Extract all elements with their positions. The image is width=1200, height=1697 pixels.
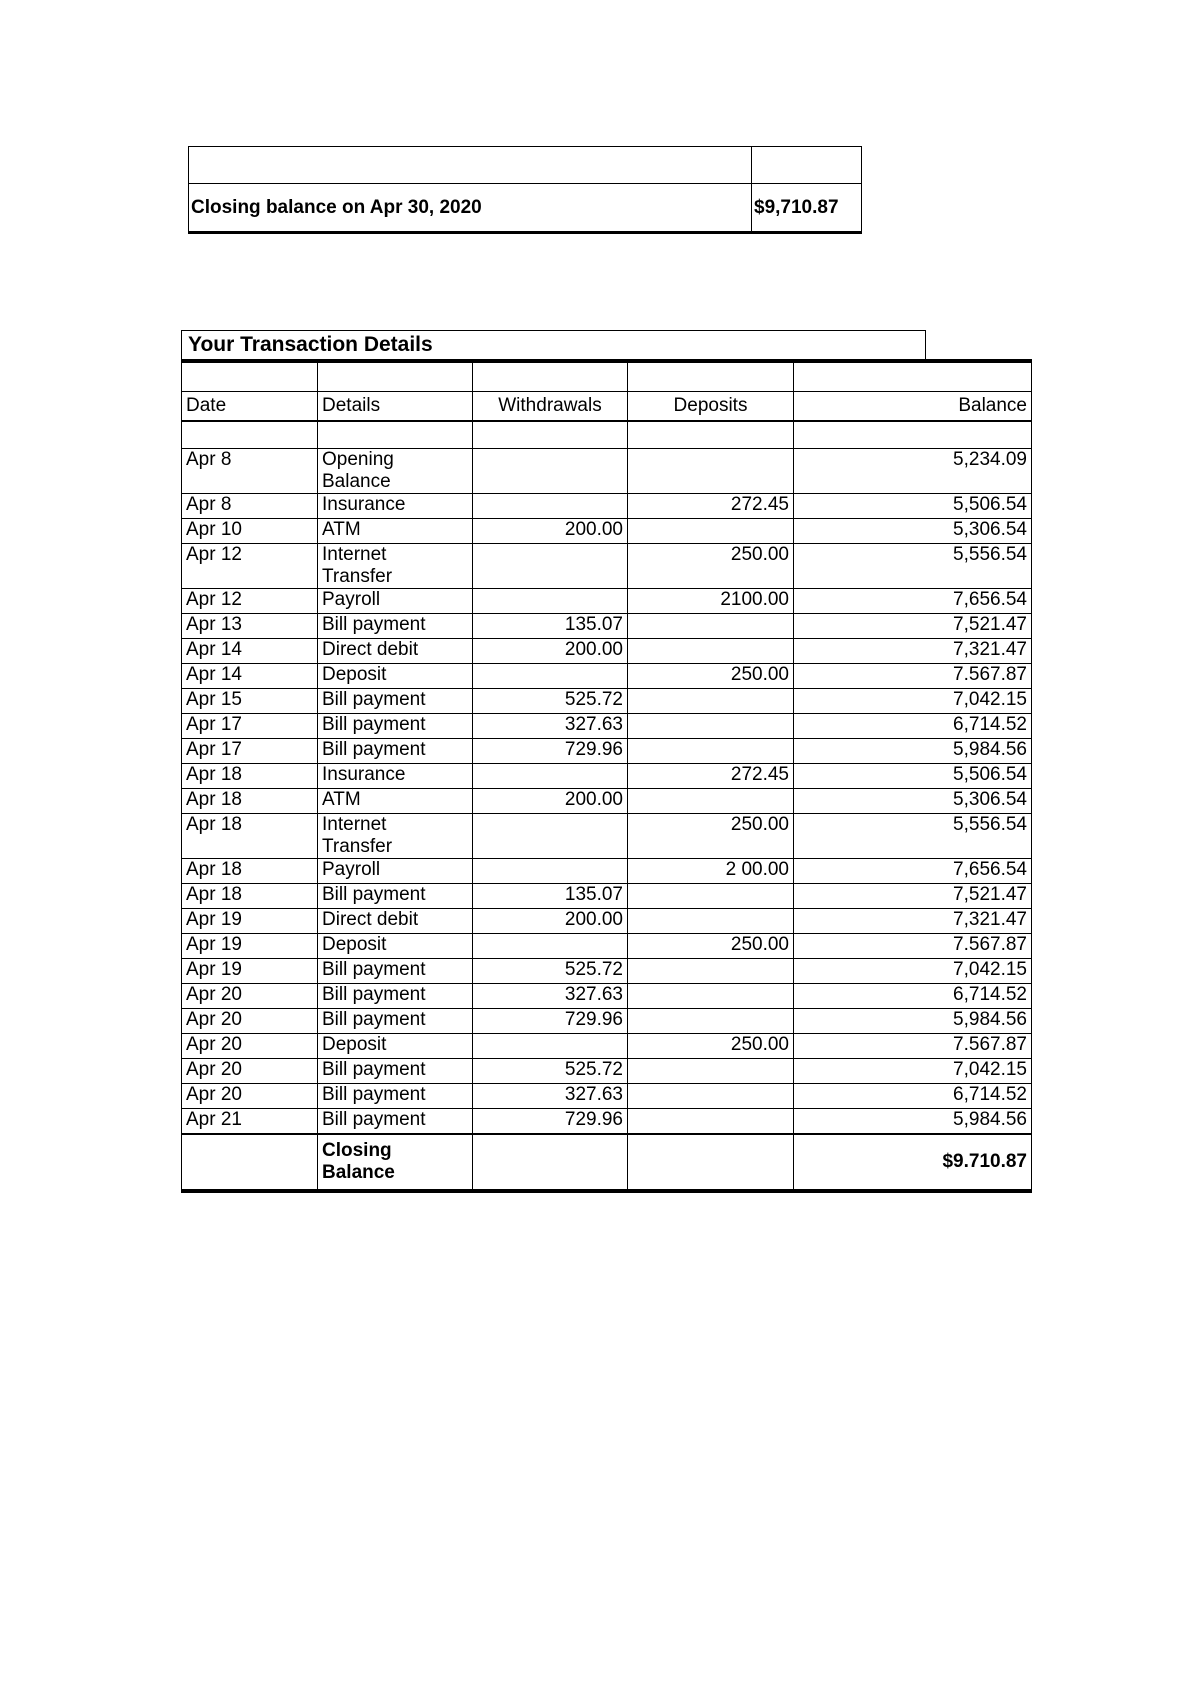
cell-withdrawal: 525.72 xyxy=(473,689,628,714)
cell-balance: 7.567.87 xyxy=(794,664,1032,689)
table-row xyxy=(182,664,1032,689)
column-header-withdrawals: Withdrawals xyxy=(473,392,628,422)
cell-balance: 7,521.47 xyxy=(794,884,1032,909)
cell-details: Direct debit xyxy=(318,639,473,664)
cell-withdrawal: 729.96 xyxy=(473,739,628,764)
table-row xyxy=(182,959,1032,984)
cell-withdrawal xyxy=(473,589,628,614)
cell-deposit: 250.00 xyxy=(628,664,794,689)
empty-cell xyxy=(182,361,318,392)
cell-details: Bill payment xyxy=(318,884,473,909)
cell-details: Internet Transfer xyxy=(318,544,473,589)
empty-cell xyxy=(473,361,628,392)
cell-balance: 6,714.52 xyxy=(794,714,1032,739)
cell-date: Apr 8 xyxy=(182,494,318,519)
cell-withdrawal xyxy=(473,934,628,959)
transaction-table xyxy=(181,359,1032,1193)
cell-date: Apr 19 xyxy=(182,959,318,984)
table-row xyxy=(182,639,1032,664)
empty-cell xyxy=(794,361,1032,392)
cell-balance: 5,306.54 xyxy=(794,789,1032,814)
cell-deposit xyxy=(628,614,794,639)
cell-deposit xyxy=(628,1059,794,1084)
cell-details: Insurance xyxy=(318,494,473,519)
cell-date: Apr 18 xyxy=(182,884,318,909)
cell-balance: 5,984.56 xyxy=(794,739,1032,764)
summary-closing-label: Closing balance on Apr 30, 2020 xyxy=(189,184,752,233)
cell-date: Apr 18 xyxy=(182,859,318,884)
transaction-table-body xyxy=(182,361,1032,1191)
column-header-balance: Balance xyxy=(794,392,1032,422)
cell-deposit xyxy=(628,959,794,984)
cell-date: Apr 8 xyxy=(182,449,318,494)
cell-balance: 5,506.54 xyxy=(794,494,1032,519)
cell-balance: 7,321.47 xyxy=(794,639,1032,664)
column-header-date: Date xyxy=(182,392,318,422)
cell-details: Bill payment xyxy=(318,984,473,1009)
cell-deposit xyxy=(628,689,794,714)
cell-date: Apr 14 xyxy=(182,639,318,664)
cell-balance: 7,042.15 xyxy=(794,1059,1032,1084)
cell-date: Apr 18 xyxy=(182,789,318,814)
cell-date: Apr 20 xyxy=(182,1034,318,1059)
cell-balance: 5,984.56 xyxy=(794,1109,1032,1135)
cell-deposit: 2 00.00 xyxy=(628,859,794,884)
cell-date: Apr 14 xyxy=(182,664,318,689)
cell-withdrawal: 135.07 xyxy=(473,884,628,909)
cell-details: ATM xyxy=(318,789,473,814)
cell-withdrawal: 200.00 xyxy=(473,639,628,664)
cell-details: Bill payment xyxy=(318,614,473,639)
cell-withdrawal xyxy=(473,449,628,494)
column-header-deposits: Deposits xyxy=(628,392,794,422)
empty-cell xyxy=(318,421,473,449)
cell-balance: 5,506.54 xyxy=(794,764,1032,789)
cell-date: Apr 20 xyxy=(182,1059,318,1084)
cell-withdrawal: 200.00 xyxy=(473,519,628,544)
empty-cell xyxy=(318,361,473,392)
cell-date: Apr 21 xyxy=(182,1109,318,1135)
table-row xyxy=(182,1109,1032,1135)
empty-cell xyxy=(473,1134,628,1191)
cell-balance: 5,556.54 xyxy=(794,544,1032,589)
cell-deposit xyxy=(628,884,794,909)
table-row xyxy=(182,689,1032,714)
table-row xyxy=(182,1084,1032,1109)
cell-balance: 7,656.54 xyxy=(794,859,1032,884)
closing-balance-summary xyxy=(188,146,862,234)
cell-details: Bill payment xyxy=(318,959,473,984)
cell-details: Bill payment xyxy=(318,1059,473,1084)
cell-withdrawal: 729.96 xyxy=(473,1009,628,1034)
column-header-details: Details xyxy=(318,392,473,422)
cell-deposit xyxy=(628,739,794,764)
cell-details: Bill payment xyxy=(318,1084,473,1109)
cell-deposit xyxy=(628,1109,794,1135)
cell-date: Apr 13 xyxy=(182,614,318,639)
cell-date: Apr 20 xyxy=(182,1009,318,1034)
cell-deposit: 250.00 xyxy=(628,544,794,589)
table-row xyxy=(182,714,1032,739)
cell-deposit xyxy=(628,1009,794,1034)
summary-empty-cell xyxy=(189,147,752,184)
empty-cell xyxy=(794,421,1032,449)
cell-details: Deposit xyxy=(318,934,473,959)
cell-deposit: 250.00 xyxy=(628,814,794,859)
closing-balance-label: Closing Balance xyxy=(318,1134,473,1191)
empty-cell xyxy=(473,421,628,449)
empty-cell xyxy=(182,1134,318,1191)
table-empty-row xyxy=(182,421,1032,449)
cell-balance: 7,321.47 xyxy=(794,909,1032,934)
cell-details: ATM xyxy=(318,519,473,544)
cell-balance: 7,042.15 xyxy=(794,689,1032,714)
cell-deposit: 272.45 xyxy=(628,764,794,789)
table-row xyxy=(182,739,1032,764)
cell-date: Apr 10 xyxy=(182,519,318,544)
cell-date: Apr 18 xyxy=(182,814,318,859)
cell-balance: 5,984.56 xyxy=(794,1009,1032,1034)
table-row xyxy=(182,449,1032,494)
table-row xyxy=(182,544,1032,589)
table-row xyxy=(182,1034,1032,1059)
cell-details: Direct debit xyxy=(318,909,473,934)
cell-deposit: 272.45 xyxy=(628,494,794,519)
cell-date: Apr 20 xyxy=(182,984,318,1009)
cell-date: Apr 19 xyxy=(182,934,318,959)
cell-deposit xyxy=(628,909,794,934)
cell-date: Apr 17 xyxy=(182,739,318,764)
cell-deposit xyxy=(628,1084,794,1109)
cell-withdrawal xyxy=(473,664,628,689)
empty-cell xyxy=(628,1134,794,1191)
table-row xyxy=(182,909,1032,934)
cell-withdrawal: 200.00 xyxy=(473,789,628,814)
summary-empty-cell xyxy=(752,147,862,184)
cell-withdrawal xyxy=(473,859,628,884)
cell-details: Bill payment xyxy=(318,714,473,739)
cell-deposit xyxy=(628,714,794,739)
table-row xyxy=(182,1009,1032,1034)
cell-date: Apr 19 xyxy=(182,909,318,934)
cell-details: Insurance xyxy=(318,764,473,789)
cell-date: Apr 12 xyxy=(182,544,318,589)
closing-balance-amount: $9.710.87 xyxy=(794,1134,1032,1191)
closing-balance-row xyxy=(182,1134,1032,1191)
cell-balance: 7,521.47 xyxy=(794,614,1032,639)
cell-details: Payroll xyxy=(318,589,473,614)
cell-details: Payroll xyxy=(318,859,473,884)
cell-deposit xyxy=(628,984,794,1009)
table-row xyxy=(182,494,1032,519)
cell-balance: 5,306.54 xyxy=(794,519,1032,544)
cell-deposit xyxy=(628,639,794,664)
table-row xyxy=(182,814,1032,859)
cell-withdrawal: 525.72 xyxy=(473,959,628,984)
cell-withdrawal xyxy=(473,544,628,589)
cell-balance: 7.567.87 xyxy=(794,934,1032,959)
table-row xyxy=(182,984,1032,1009)
cell-deposit: 2100.00 xyxy=(628,589,794,614)
cell-date: Apr 12 xyxy=(182,589,318,614)
cell-details: Opening Balance xyxy=(318,449,473,494)
table-row xyxy=(182,614,1032,639)
cell-details: Deposit xyxy=(318,664,473,689)
cell-balance: 7.567.87 xyxy=(794,1034,1032,1059)
table-row xyxy=(182,934,1032,959)
cell-details: Internet Transfer xyxy=(318,814,473,859)
empty-cell xyxy=(182,421,318,449)
cell-withdrawal: 327.63 xyxy=(473,1084,628,1109)
cell-withdrawal xyxy=(473,814,628,859)
table-row xyxy=(182,859,1032,884)
empty-cell xyxy=(628,421,794,449)
table-row xyxy=(182,764,1032,789)
cell-withdrawal xyxy=(473,764,628,789)
table-row xyxy=(182,589,1032,614)
cell-details: Bill payment xyxy=(318,1109,473,1135)
cell-withdrawal: 525.72 xyxy=(473,1059,628,1084)
summary-closing-row xyxy=(189,184,862,233)
table-empty-row xyxy=(182,361,1032,392)
table-row xyxy=(182,519,1032,544)
cell-withdrawal: 729.96 xyxy=(473,1109,628,1135)
cell-date: Apr 18 xyxy=(182,764,318,789)
cell-deposit xyxy=(628,519,794,544)
cell-details: Deposit xyxy=(318,1034,473,1059)
cell-date: Apr 15 xyxy=(182,689,318,714)
cell-date: Apr 20 xyxy=(182,1084,318,1109)
cell-balance: 5,556.54 xyxy=(794,814,1032,859)
cell-withdrawal xyxy=(473,494,628,519)
table-row xyxy=(182,789,1032,814)
cell-balance: 6,714.52 xyxy=(794,984,1032,1009)
cell-withdrawal: 135.07 xyxy=(473,614,628,639)
summary-closing-amount: $9,710.87 xyxy=(752,184,862,233)
cell-deposit xyxy=(628,449,794,494)
cell-balance: 6,714.52 xyxy=(794,1084,1032,1109)
cell-withdrawal xyxy=(473,1034,628,1059)
table-header-row xyxy=(182,392,1032,422)
cell-balance: 7,042.15 xyxy=(794,959,1032,984)
cell-details: Bill payment xyxy=(318,739,473,764)
summary-empty-row xyxy=(189,147,862,184)
cell-details: Bill payment xyxy=(318,1009,473,1034)
cell-details: Bill payment xyxy=(318,689,473,714)
cell-deposit: 250.00 xyxy=(628,1034,794,1059)
cell-withdrawal: 327.63 xyxy=(473,714,628,739)
table-row xyxy=(182,1059,1032,1084)
cell-date: Apr 17 xyxy=(182,714,318,739)
empty-cell xyxy=(628,361,794,392)
table-row xyxy=(182,884,1032,909)
cell-balance: 5,234.09 xyxy=(794,449,1032,494)
cell-withdrawal: 200.00 xyxy=(473,909,628,934)
cell-balance: 7,656.54 xyxy=(794,589,1032,614)
cell-deposit: 250.00 xyxy=(628,934,794,959)
cell-withdrawal: 327.63 xyxy=(473,984,628,1009)
transaction-details-heading: Your Transaction Details xyxy=(181,330,926,359)
cell-deposit xyxy=(628,789,794,814)
